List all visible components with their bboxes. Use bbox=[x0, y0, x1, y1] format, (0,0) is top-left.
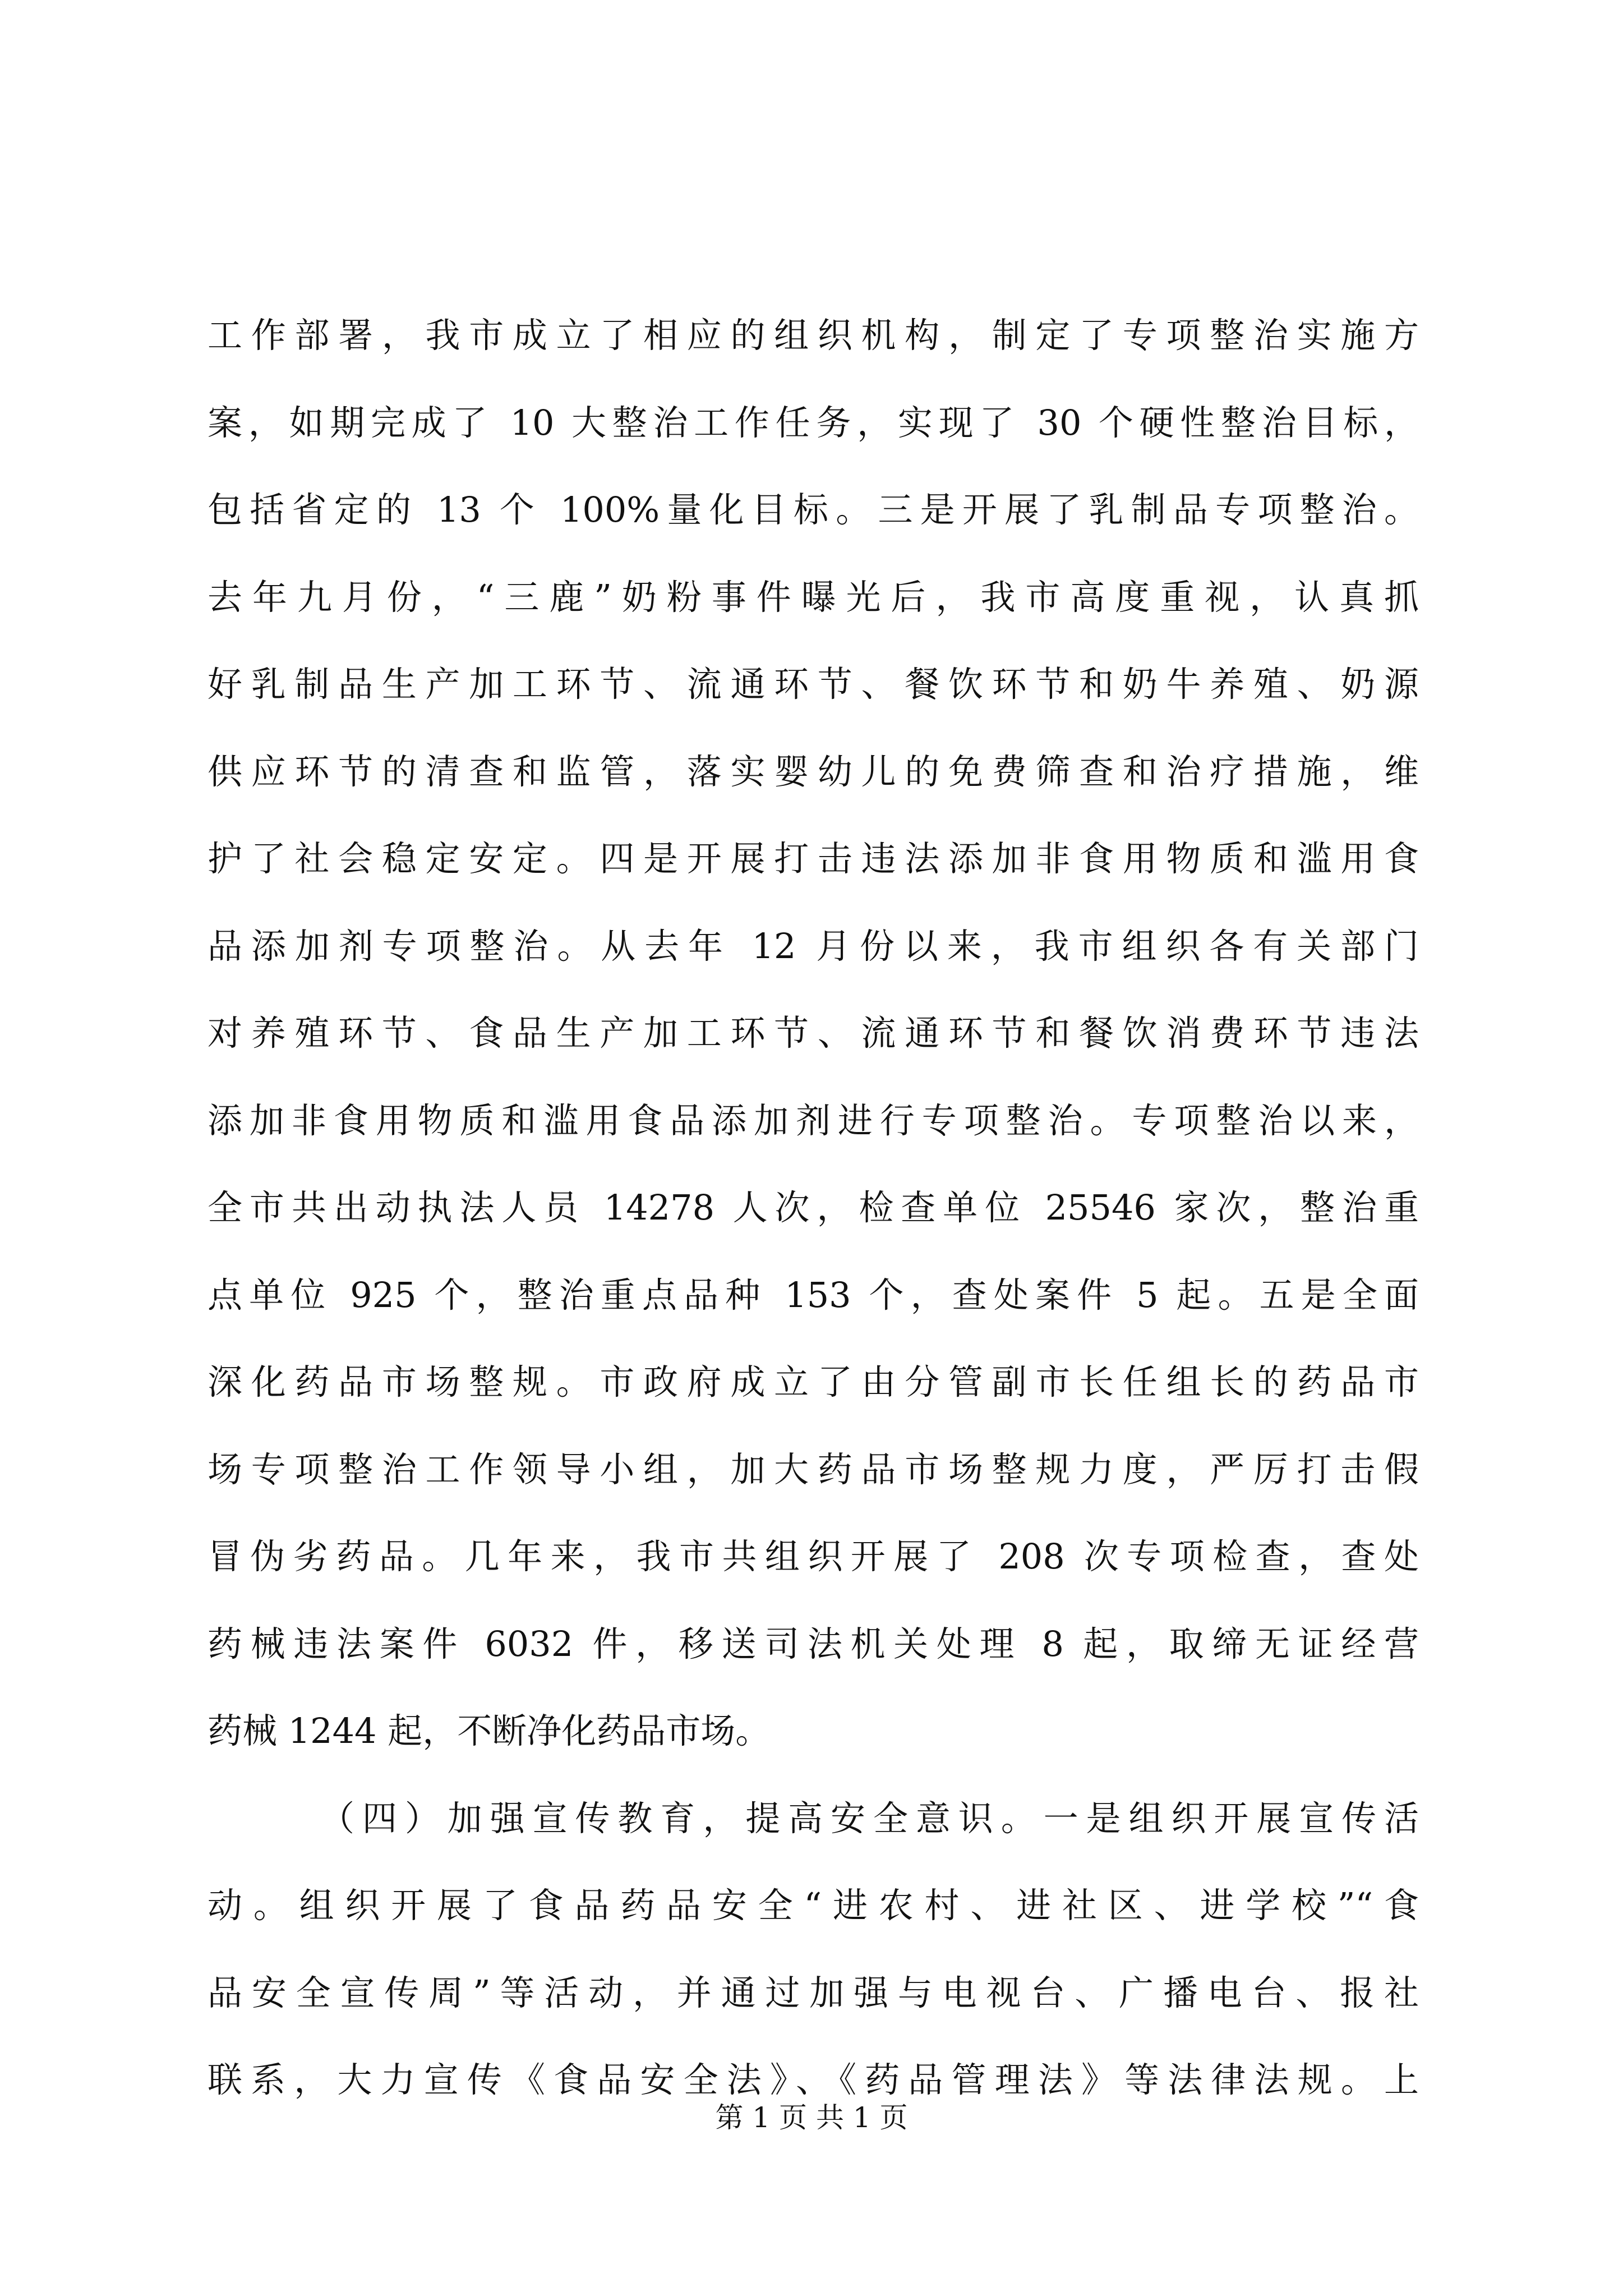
text-line: 供应环节的清查和监管，落实婴幼儿的免费筛查和治疗措施，维 bbox=[208, 751, 1419, 792]
text-line: 药械 1244 起，不断净化药品市场。 bbox=[208, 1710, 771, 1751]
text-line: 品安全宣传周”等活动，并通过加强与电视台、广播电台、报社 bbox=[208, 1972, 1419, 2013]
text-line: （四）加强宣传教育，提高安全意识。一是组织开展宣传活 bbox=[320, 1797, 1419, 1839]
text-line: 联系，大力宣传《食品安全法》、《药品管理法》等法律法规。上 bbox=[208, 2059, 1419, 2100]
text-line: 去年九月份，“三鹿”奶粉事件曝光后，我市高度重视，认真抓 bbox=[208, 576, 1419, 618]
text-line: 工作部署，我市成立了相应的组织机构，制定了专项整治实施方 bbox=[208, 315, 1419, 356]
text-line: 包括省定的 13 个 100%量化目标。三是开展了乳制品专项整治。 bbox=[208, 489, 1419, 530]
page-footer bbox=[0, 2098, 1623, 2137]
text-line: 药械违法案件 6032 件，移送司法机关处理 8 起，取缔无证经营 bbox=[208, 1623, 1419, 1664]
document-body bbox=[208, 292, 1419, 2124]
text-line: 对养殖环节、食品生产加工环节、流通环节和餐饮消费环节违法 bbox=[208, 1013, 1419, 1053]
text-line: 深化药品市场整规。市政府成立了由分管副市长任组长的药品市 bbox=[208, 1361, 1419, 1402]
text-line: 护了社会稳定安定。四是开展打击违法添加非食用物质和滥用食 bbox=[208, 838, 1419, 879]
text-line: 动。组织开展了食品药品安全“进农村、进社区、进学校”“食 bbox=[208, 1885, 1419, 1926]
text-line: 案，如期完成了 10 大整治工作任务，实现了 30 个硬性整治目标， bbox=[208, 402, 1419, 443]
paragraph bbox=[208, 292, 1419, 1775]
text-line: 好乳制品生产加工环节、流通环节、餐饮环节和奶牛养殖、奶源 bbox=[208, 664, 1419, 705]
text-line: 全市共出动执法人员 14278 人次，检查单位 25546 家次，整治重 bbox=[208, 1187, 1419, 1228]
text-line: 添加非食用物质和滥用食品添加剂进行专项整治。专项整治以来， bbox=[208, 1099, 1419, 1141]
text-line: 冒伪劣药品。几年来，我市共组织开展了 208 次专项检查，查处 bbox=[208, 1536, 1419, 1577]
text-line: 点单位 925 个，整治重点品种 153 个，查处案件 5 起。五是全面 bbox=[208, 1274, 1419, 1315]
paragraph bbox=[208, 1775, 1419, 2124]
text-line: 品添加剂专项整治。从去年 12 月份以来，我市组织各有关部门 bbox=[208, 925, 1419, 967]
text-line: 场专项整治工作领导小组，加大药品市场整规力度，严厉打击假 bbox=[208, 1448, 1419, 1490]
page-number: 第 1 页 共 1 页 bbox=[715, 2101, 908, 2134]
